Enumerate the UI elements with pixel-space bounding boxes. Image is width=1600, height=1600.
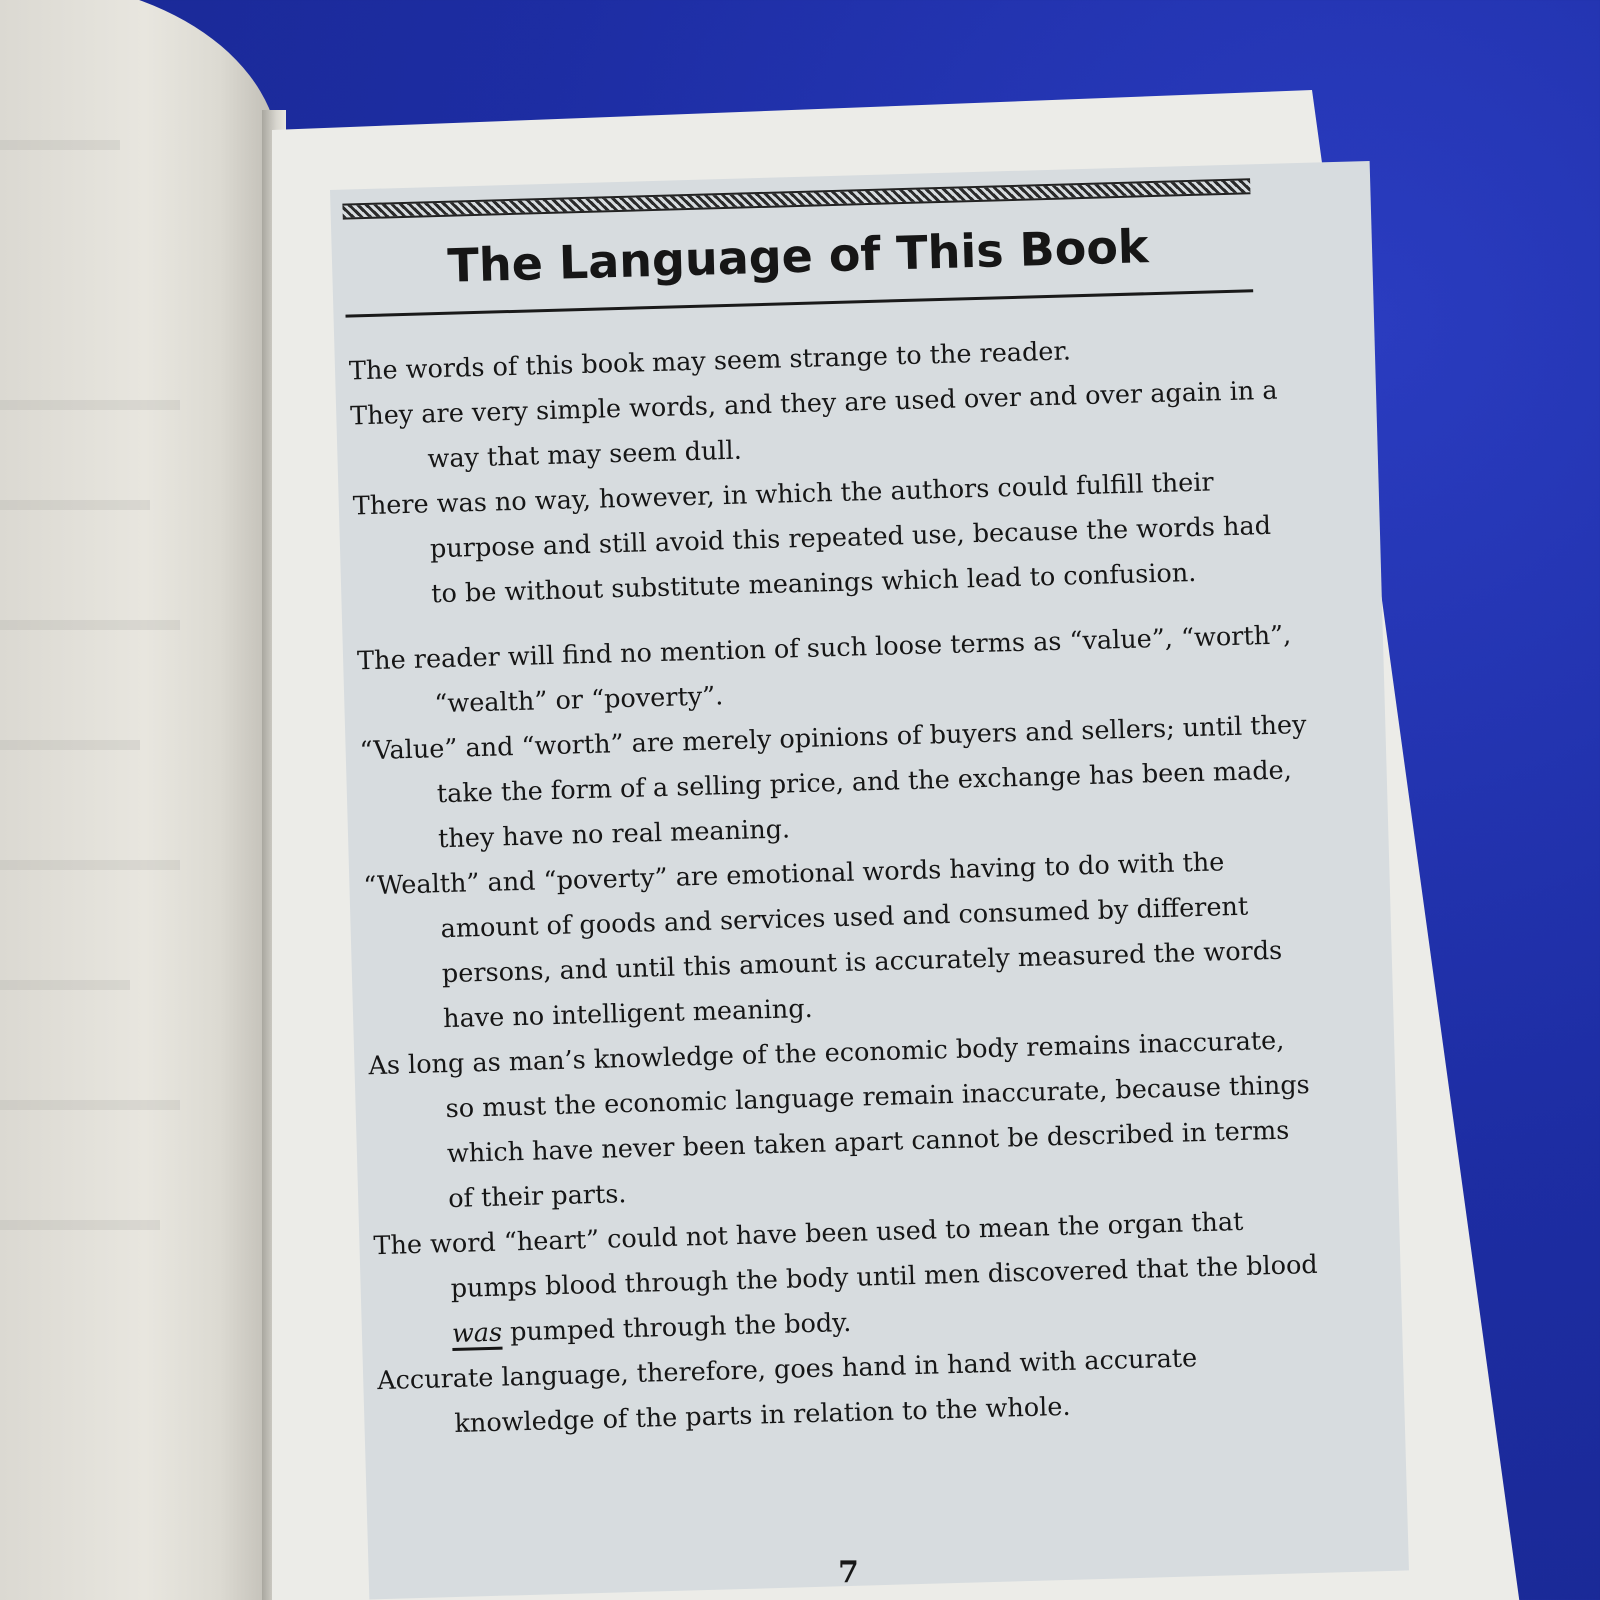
emphasized-word: was (451, 1317, 503, 1350)
title-underline (345, 289, 1253, 317)
page-title: The Language of This Book (446, 219, 1150, 293)
paragraph: The reader will find no mention of such loose terms as “value”, “worth”, “wealth” or “poverty”. (356, 620, 1292, 720)
bleed-through-text (0, 740, 140, 750)
body-text (348, 323, 1328, 1449)
bleed-through-text (0, 1100, 180, 1110)
page-number: 7 (838, 1555, 859, 1590)
bleed-through-text (0, 500, 150, 510)
bleed-through-text (0, 140, 120, 150)
paragraph-heart (373, 1198, 1326, 1359)
paragraph-final: Accurate language, therefore, goes hand in hand with accurate knowledge of the parts in relation to the whole. (376, 1343, 1198, 1439)
heart-text-before: The word “heart” could not have been used to mean the organ that pumps blood through the body until men discovered that the blood (373, 1206, 1319, 1305)
paragraph: There was no way, however, in which the authors could fulfill their purpose and still avoid this repeated use, because the words had to be without substitute meanings which lead to confusion. (352, 467, 1272, 610)
paragraph: They are very simple words, and they are used over and over again in a way that may seem dull. (349, 375, 1278, 475)
paragraph: As long as man’s knowledge of the economic body remains inaccurate, so must the economic language remain inaccurate, because things which have never been taken apart cannot be described in terms of their parts. (368, 1025, 1311, 1215)
bleed-through-text (0, 1220, 160, 1230)
left-page (0, 0, 280, 1600)
bleed-through-text (0, 620, 180, 630)
page-content (330, 161, 1409, 1599)
bleed-through-text (0, 980, 130, 990)
heart-text-after: pumped through the body. (501, 1307, 852, 1348)
bleed-through-text (0, 400, 180, 410)
paragraph: The words of this book may seem strange to the reader. (348, 336, 1072, 387)
paragraph: “Wealth” and “poverty” are emotional words having to do with the amount of goods and services used and consumed by different persons, and until this amount is accurately measured the words have no intelligent meaning. (363, 847, 1283, 1035)
paragraph: “Value” and “worth” are merely opinions of buyers and sellers; until they take the form of a selling price, and the exchange has been made, they have no real meaning. (359, 709, 1307, 855)
bleed-through-text (0, 860, 180, 870)
